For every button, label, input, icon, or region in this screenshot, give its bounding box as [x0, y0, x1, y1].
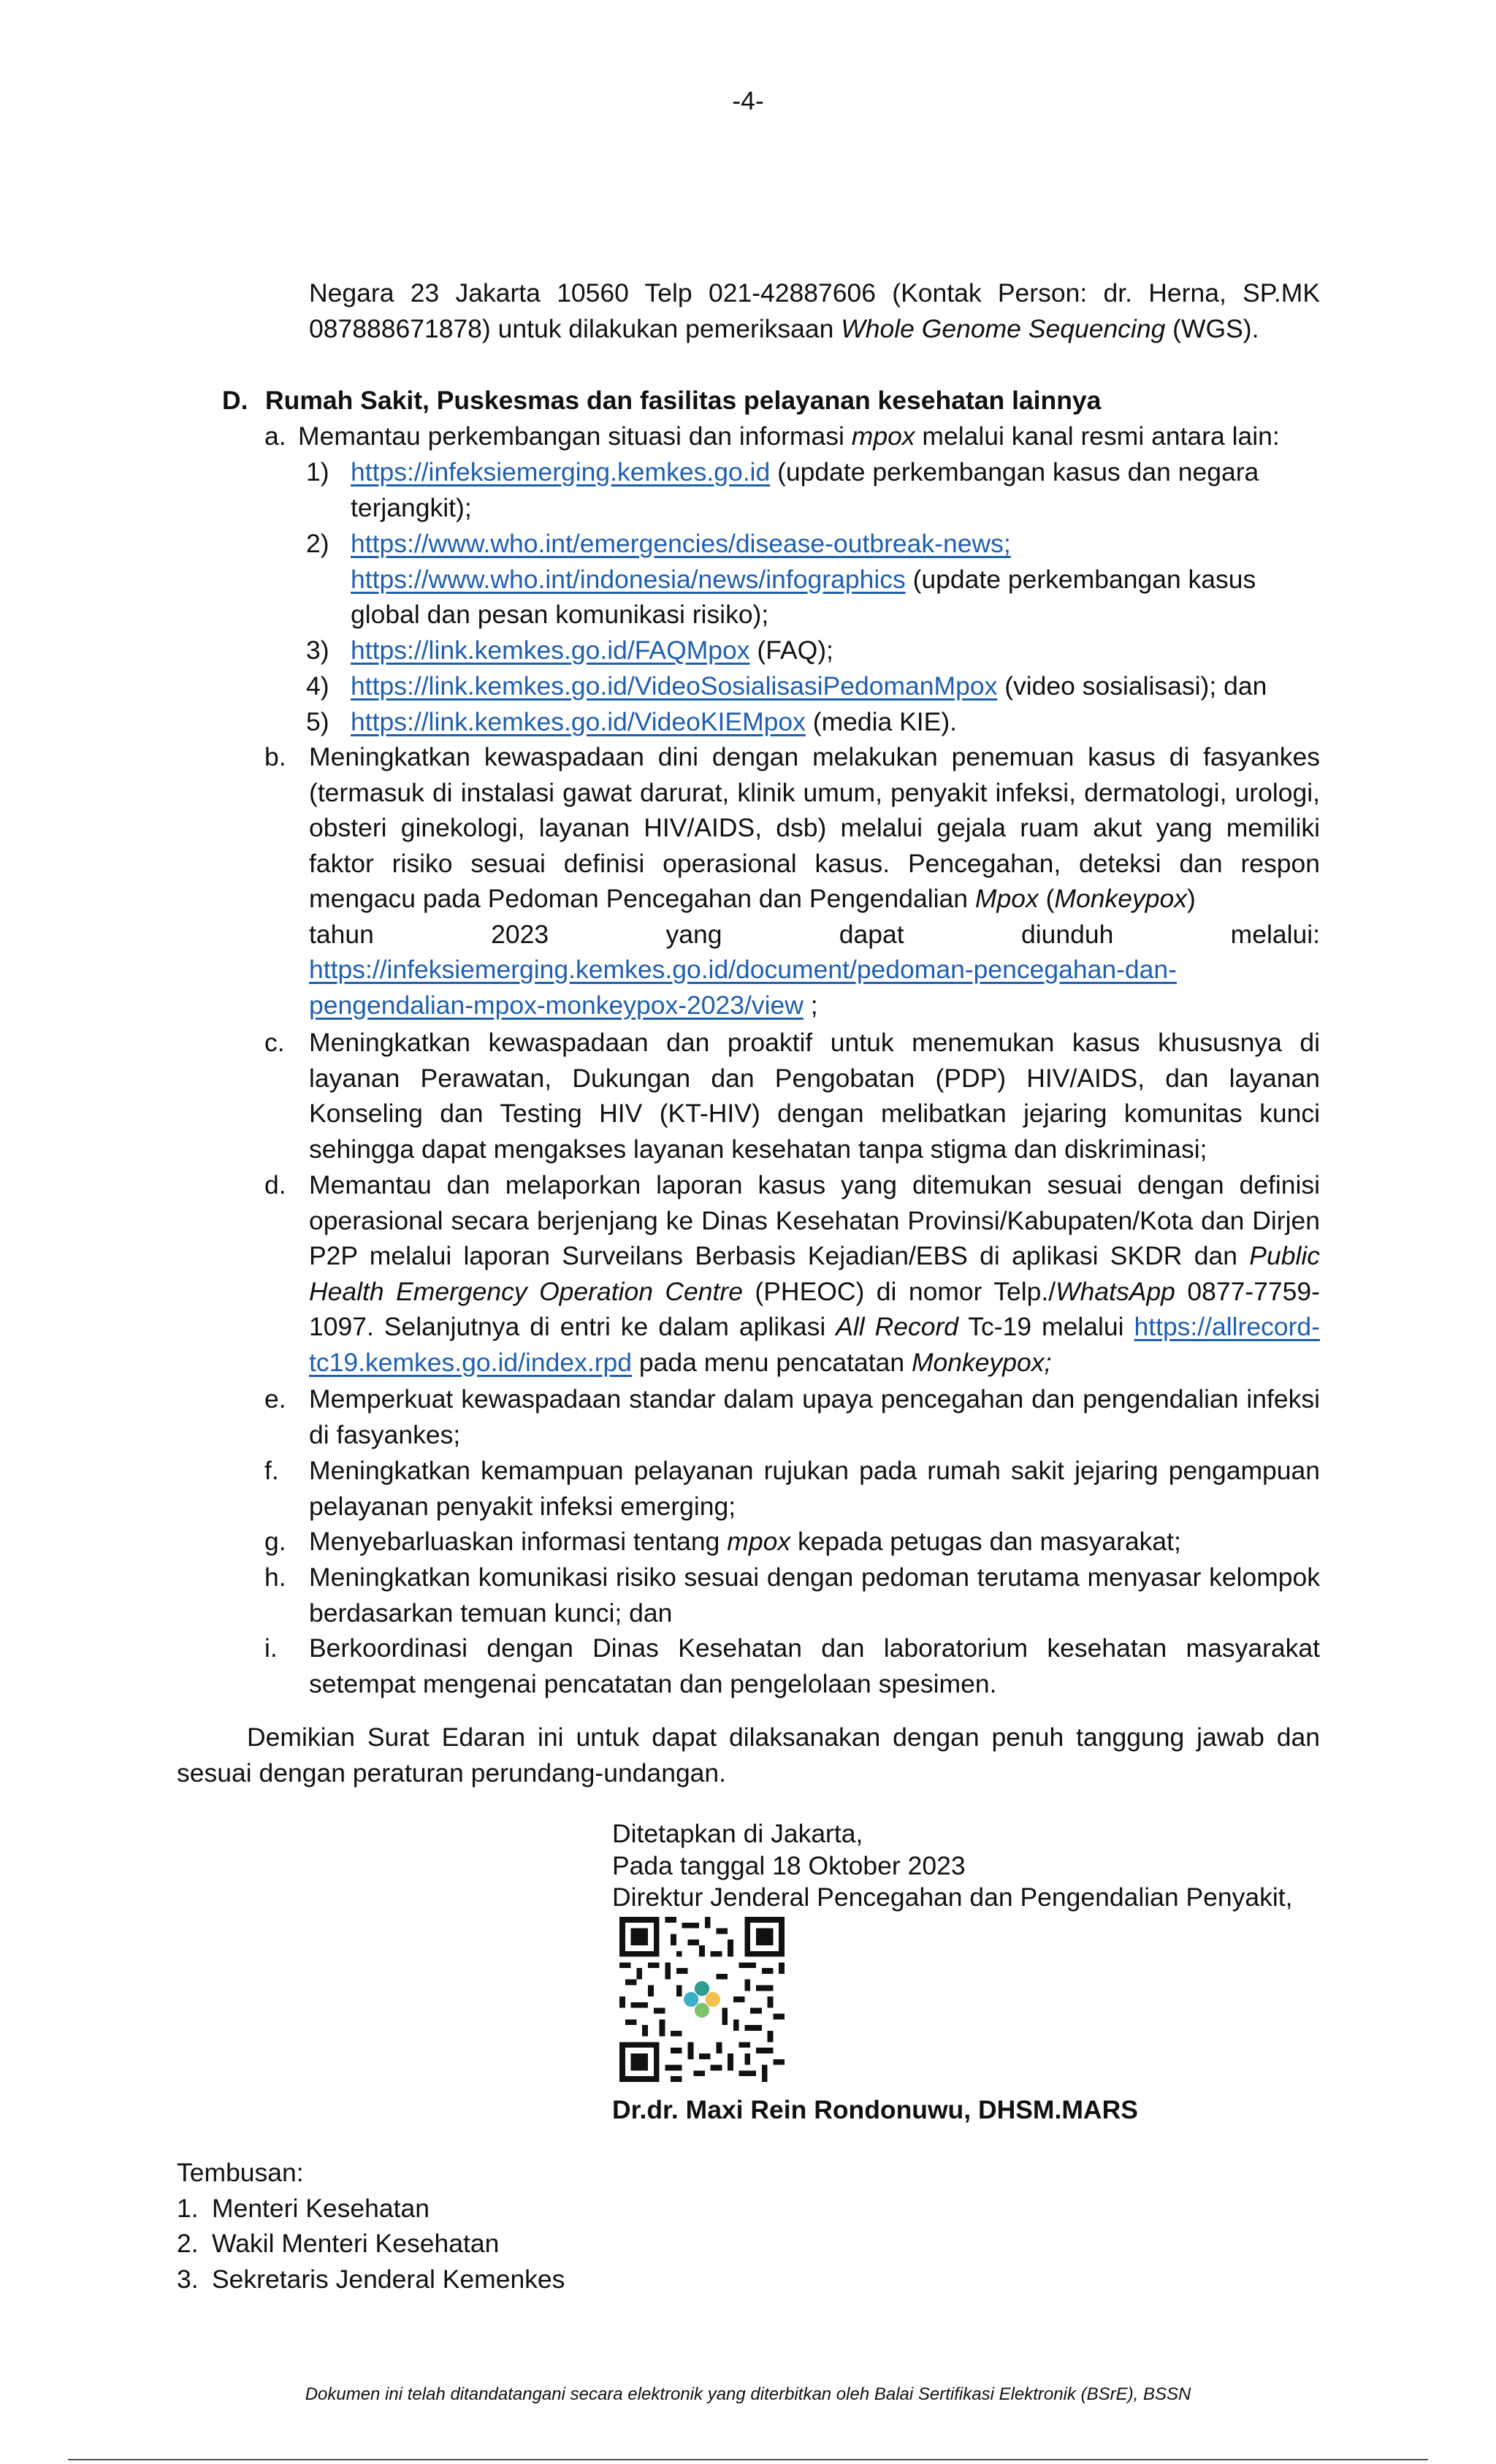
item-f-label: f.: [264, 1456, 279, 1485]
signatory-name: Dr.dr. Maxi Rein Rondonuwu, DHSM.MARS: [612, 2095, 1138, 2124]
signature-place: Ditetapkan di Jakarta,: [612, 1819, 863, 1848]
subitem-5: https://link.kemkes.go.id/VideoKIEMpox (media KIE).: [351, 707, 958, 736]
link-infeksiemerging[interactable]: https://infeksiemerging.kemkes.go.id: [351, 457, 771, 487]
item-b: [309, 739, 1320, 1023]
item-c-label: c.: [264, 1028, 285, 1057]
tembusan-title: Tembusan:: [177, 2158, 304, 2187]
item-a-text: Memantau perkembangan situasi dan informasi mpox melalui kanal resmi antara lain:: [298, 422, 1280, 451]
item-f-text: Meningkatkan kemampuan pelayanan rujukan pada rumah sakit jejaring pengampuan pelayanan penyakit infeksi emerging;: [309, 1456, 1320, 1521]
closing-line-2: sesuai dengan peraturan perundang-undangan.: [177, 1758, 727, 1788]
item-b-link-block: https://infeksiemerging.kemkes.go.id/document/pedoman-pencegahan-dan- pengendalian-mpox-monkeypox-2023/view ;: [309, 955, 1177, 1020]
tembusan-num-2: 2.: [177, 2229, 199, 2258]
link-who-outbreak-news[interactable]: https://www.who.int/emergencies/disease-outbreak-news;: [351, 529, 1011, 558]
item-h-label: h.: [264, 1563, 286, 1592]
link-video-sosialisasi[interactable]: https://link.kemkes.go.id/VideoSosialisasiPedomanMpox: [351, 671, 998, 701]
item-c-text: Meningkatkan kewaspadaan dan proaktif untuk menemukan kasus khususnya di layanan Perawatan, Dukungan dan Pengobatan (PDP) HIV/AIDS, dan layanan Konseling dan Testing HIV (KT-HIV) dengan melibatkan jejaring komunitas kunci sehingga dapat mengakses layanan kesehatan tanpa stigma dan diskriminasi;: [309, 1028, 1320, 1164]
intro-line-2: 087888671878) untuk dilakukan pemeriksaan Whole Genome Sequencing (WGS).: [309, 313, 1259, 343]
subitem-1-label: 1): [306, 457, 329, 487]
closing-line-1: Demikian Surat Edaran ini untuk dapat dilaksanakan dengan penuh tanggung jawab dan: [247, 1723, 1320, 1752]
item-i-text: Berkoordinasi dengan Dinas Kesehatan dan laboratorium kesehatan masyarakat setempat mengenai pencatatan dan pengelolaan spesimen.: [309, 1633, 1320, 1698]
subitem-4-label: 4): [306, 671, 329, 701]
item-b-label: b.: [264, 742, 286, 771]
item-e-text: Memperkuat kewaspadaan standar dalam upaya pencegahan dan pengendalian infeksi di fasyankes;: [309, 1384, 1320, 1449]
item-b-tahun-line: tahun 2023 yang dapat diunduh melalui:: [309, 919, 1320, 949]
tembusan-num-3: 3.: [177, 2265, 199, 2294]
link-who-infographics[interactable]: https://www.who.int/indonesia/news/infographics: [351, 564, 906, 594]
signature-block: [612, 1816, 1293, 1915]
link-video-kie[interactable]: https://link.kemkes.go.id/VideoKIEMpox: [351, 707, 806, 736]
subitem-5-label: 5): [306, 707, 329, 736]
qr-code: [619, 1917, 785, 2082]
subitem-2-label: 2): [306, 529, 329, 558]
item-e-label: e.: [264, 1384, 286, 1414]
item-a-label: a.: [264, 422, 286, 451]
item-b-text: Meningkatkan kewaspadaan dini dengan melakukan penemuan kasus di fasyankes (termasuk di instalasi gawat darurat, klinik umum, penyakit infeksi, dermatologi, urologi, obsteri ginekologi, layanan HIV/AIDS, dsb) melalui gejala ruam akut yang memiliki faktor risiko sesuai definisi operasional kasus. Pencegahan, deteksi dan respon mengacu pada Pedoman Pencegahan dan Pengendalian Mpox (Monkeypox): [309, 742, 1320, 913]
subitem-4: https://link.kemkes.go.id/VideoSosialisasiPedomanMpox (video sosialisasi); dan: [351, 671, 1267, 701]
subitem-2: https://www.who.int/emergencies/disease-outbreak-news; https://www.who.int/indonesia/news/infographics (update perkembangan kasus global dan pesan komunikasi risiko);: [351, 529, 1256, 629]
item-i-label: i.: [264, 1633, 278, 1663]
item-h-text: Meningkatkan komunikasi risiko sesuai dengan pedoman terutama menyasar kelompok berdasarkan temuan kunci; dan: [309, 1563, 1320, 1628]
item-d-text: Memantau dan melaporkan laporan kasus yang ditemukan sesuai dengan definisi operasional secara berjenjang ke Dinas Kesehatan Provinsi/Kabupaten/Kota dan Dirjen P2P melalui laporan Surveilans Berbasis Kejadian/EBS di aplikasi SKDR dan Public Health Emergency Operation Centre (PHEOC) di nomor Telp./WhatsApp 0877-7759-1097. Selanjutnya di entri ke dalam aplikasi All Record Tc-19 melalui https://allrecord-tc19.kemkes.go.id/index.rpd pada menu pencatatan Monkeypox;: [309, 1170, 1320, 1377]
link-pedoman-mpox[interactable]: https://infeksiemerging.kemkes.go.id/document/pedoman-pencegahan-dan- pengendalian-mpox-monkeypox-2023/view: [309, 955, 1177, 1020]
link-allrecord[interactable]: https://allrecord-tc19.kemkes.go.id/index.rpd: [309, 1312, 1320, 1377]
closing-paragraph: [177, 1720, 1320, 1790]
subitem-1: https://infeksiemerging.kemkes.go.id (update perkembangan kasus dan negara terjangkit);: [351, 457, 1259, 522]
tembusan-item-1: Menteri Kesehatan: [212, 2194, 430, 2223]
section-d-title: Rumah Sakit, Puskesmas dan fasilitas pelayanan kesehatan lainnya: [265, 386, 1102, 415]
link-faq-mpox[interactable]: https://link.kemkes.go.id/FAQMpox: [351, 636, 750, 665]
intro-continuation: [309, 275, 1320, 346]
section-d-label: D.: [222, 386, 248, 415]
tembusan-num-1: 1.: [177, 2194, 199, 2223]
item-d-label: d.: [264, 1170, 286, 1199]
item-g-label: g.: [264, 1527, 286, 1556]
subitem-3: https://link.kemkes.go.id/FAQMpox (FAQ);: [351, 636, 833, 665]
signature-date: Pada tanggal 18 Oktober 2023: [612, 1850, 966, 1880]
signature-position: Direktur Jenderal Pencegahan dan Pengendalian Penyakit,: [612, 1883, 1293, 1912]
footer-divider: [68, 2459, 1428, 2460]
subitem-3-label: 3): [306, 636, 329, 665]
page-number: -4-: [732, 86, 764, 115]
tembusan-item-2: Wakil Menteri Kesehatan: [212, 2229, 500, 2258]
intro-line-1: Negara 23 Jakarta 10560 Telp 021-42887606 (Kontak Person: dr. Herna, SP.MK: [309, 278, 1320, 308]
footer-note: Dokumen ini telah ditandatangani secara elektronik yang diterbitkan oleh Balai Sertifikasi Elektronik (BSrE), BSSN: [305, 2384, 1191, 2404]
tembusan-item-3: Sekretaris Jenderal Kemenkes: [212, 2265, 565, 2294]
item-g-text: Menyebarluaskan informasi tentang mpox kepada petugas dan masyarakat;: [309, 1527, 1181, 1556]
